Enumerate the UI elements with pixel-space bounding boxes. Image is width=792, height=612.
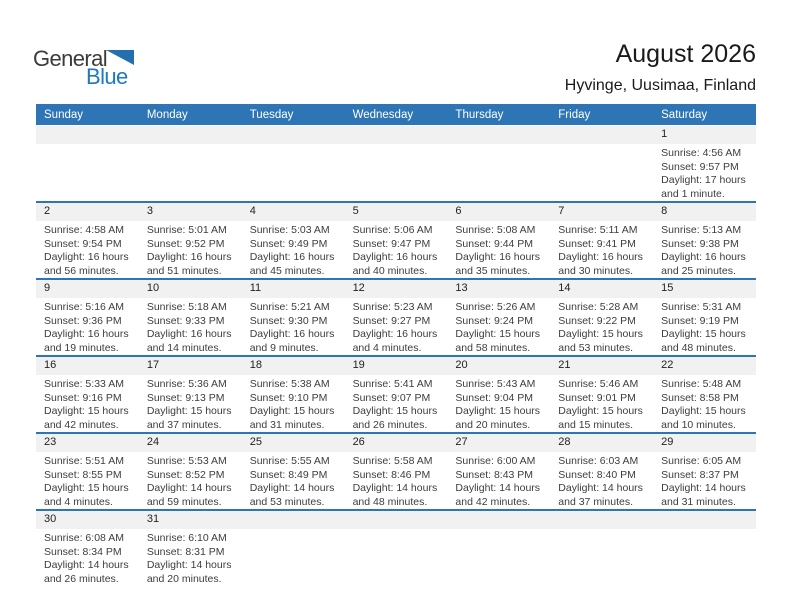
- sunset-text: Sunset: 8:49 PM: [249, 468, 328, 481]
- daylight-text-2: and 14 minutes.: [146, 341, 222, 354]
- day-details: [139, 298, 242, 355]
- sunset-text: Sunset: 9:33 PM: [146, 314, 225, 327]
- daylight-text-2: and 56 minutes.: [44, 264, 119, 277]
- day-details: [653, 452, 756, 509]
- daylight-text-2: and 37 minutes.: [146, 418, 222, 431]
- daylight-text-2: and 10 minutes.: [661, 418, 736, 431]
- day-number: 20: [447, 357, 550, 375]
- calendar-weeks: [36, 126, 756, 586]
- day-number: 22: [653, 357, 756, 375]
- day-number: 24: [139, 434, 242, 452]
- day-cell: [345, 203, 448, 278]
- weekday-header-saturday: Saturday: [661, 108, 708, 121]
- day-details: [139, 452, 242, 509]
- daylight-text-1: Daylight: 16 hours: [455, 251, 541, 263]
- day-number: [447, 511, 550, 529]
- day-number: 26: [345, 434, 448, 452]
- daylight-text-2: and 20 minutes.: [455, 418, 531, 431]
- day-cell: [139, 434, 242, 509]
- sunset-text: Sunset: 9:30 PM: [249, 314, 328, 327]
- day-number: [447, 126, 550, 144]
- sunset-text: Sunset: 9:36 PM: [44, 314, 122, 327]
- daylight-text-1: Daylight: 17 hours: [661, 174, 746, 186]
- sunrise-text: Sunrise: 5:46 AM: [558, 378, 639, 390]
- sunset-text: Sunset: 9:41 PM: [558, 237, 636, 250]
- sunset-text: Sunset: 8:31 PM: [146, 545, 225, 558]
- sunrise-text: Sunrise: 5:08 AM: [455, 224, 536, 236]
- day-number: 10: [139, 280, 242, 298]
- sunrise-text: Sunrise: 6:08 AM: [44, 532, 124, 544]
- sunset-text: Sunset: 9:57 PM: [661, 160, 739, 173]
- day-details: [36, 298, 139, 355]
- sunrise-text: Sunrise: 5:21 AM: [249, 301, 330, 313]
- day-cell: [36, 511, 139, 586]
- daylight-text-1: Daylight: 14 hours: [661, 482, 746, 494]
- day-number: 14: [550, 280, 653, 298]
- empty-day-cell: [447, 126, 550, 201]
- day-cell: [36, 280, 139, 355]
- daylight-text-2: and 26 minutes.: [44, 572, 119, 585]
- page-title: August 2026: [615, 40, 756, 68]
- sunset-text: Sunset: 9:52 PM: [146, 237, 225, 250]
- sunset-text: Sunset: 9:10 PM: [249, 391, 328, 404]
- day-details: [447, 221, 550, 278]
- day-number: 21: [550, 357, 653, 375]
- daylight-text-1: Daylight: 15 hours: [352, 405, 438, 417]
- day-number: 6: [447, 203, 550, 221]
- sunset-text: Sunset: 9:44 PM: [455, 237, 534, 250]
- day-cell: [139, 511, 242, 586]
- day-number: 1: [653, 126, 756, 144]
- day-number: 28: [550, 434, 653, 452]
- day-details: [345, 452, 448, 509]
- daylight-text-1: Daylight: 15 hours: [44, 482, 129, 494]
- day-cell: [447, 434, 550, 509]
- sunset-text: Sunset: 9:16 PM: [44, 391, 122, 404]
- daylight-text-2: and 31 minutes.: [249, 418, 325, 431]
- sunrise-text: Sunrise: 6:00 AM: [455, 455, 536, 467]
- daylight-text-2: and 31 minutes.: [661, 495, 736, 508]
- daylight-text-2: and 48 minutes.: [352, 495, 428, 508]
- daylight-text-2: and 15 minutes.: [558, 418, 633, 431]
- day-cell: [653, 126, 756, 201]
- sunrise-text: Sunrise: 5:18 AM: [146, 301, 227, 313]
- day-cell: [36, 434, 139, 509]
- sunset-text: Sunset: 8:34 PM: [44, 545, 122, 558]
- day-cell: [550, 434, 653, 509]
- day-number: [653, 511, 756, 529]
- calendar-week-row: [36, 280, 756, 357]
- day-number: 29: [653, 434, 756, 452]
- sunrise-text: Sunrise: 5:03 AM: [249, 224, 330, 236]
- sunrise-text: Sunrise: 4:58 AM: [44, 224, 124, 236]
- calendar-week-row: [36, 434, 756, 511]
- sunrise-text: Sunrise: 5:16 AM: [44, 301, 124, 313]
- daylight-text-1: Daylight: 16 hours: [146, 328, 232, 340]
- calendar-week-row: [36, 126, 756, 203]
- day-cell: [345, 434, 448, 509]
- sunset-text: Sunset: 9:04 PM: [455, 391, 534, 404]
- day-number: 27: [447, 434, 550, 452]
- daylight-text-2: and 53 minutes.: [558, 341, 633, 354]
- day-details: [36, 452, 139, 509]
- daylight-text-1: Daylight: 16 hours: [661, 251, 746, 263]
- day-details: [550, 221, 653, 278]
- day-cell: [242, 280, 345, 355]
- empty-day-cell: [139, 126, 242, 201]
- day-number: 19: [345, 357, 448, 375]
- day-cell: [36, 203, 139, 278]
- daylight-text-1: Daylight: 15 hours: [455, 328, 541, 340]
- daylight-text-2: and 4 minutes.: [44, 495, 113, 508]
- daylight-text-2: and 35 minutes.: [455, 264, 531, 277]
- day-cell: [139, 280, 242, 355]
- sunrise-text: Sunrise: 5:43 AM: [455, 378, 536, 390]
- sunrise-text: Sunrise: 5:41 AM: [352, 378, 433, 390]
- day-cell: [345, 280, 448, 355]
- daylight-text-2: and 40 minutes.: [352, 264, 428, 277]
- weekday-header-tuesday: Tuesday: [249, 108, 294, 121]
- daylight-text-2: and 42 minutes.: [455, 495, 531, 508]
- daylight-text-2: and 30 minutes.: [558, 264, 633, 277]
- day-details: [447, 452, 550, 509]
- day-cell: [653, 280, 756, 355]
- day-cell: [447, 357, 550, 432]
- day-number: 12: [345, 280, 448, 298]
- sunrise-text: Sunrise: 5:51 AM: [44, 455, 124, 467]
- day-number: 31: [139, 511, 242, 529]
- day-cell: [447, 203, 550, 278]
- day-number: 18: [242, 357, 345, 375]
- daylight-text-1: Daylight: 14 hours: [455, 482, 541, 494]
- calendar-week-row: [36, 511, 756, 586]
- sunset-text: Sunset: 9:24 PM: [455, 314, 534, 327]
- daylight-text-1: Daylight: 15 hours: [661, 405, 746, 417]
- daylight-text-1: Daylight: 15 hours: [558, 405, 643, 417]
- daylight-text-1: Daylight: 14 hours: [146, 559, 232, 571]
- day-details: [139, 221, 242, 278]
- logo-text-blue: Blue: [86, 64, 128, 89]
- day-details: [139, 529, 242, 586]
- day-details: [447, 375, 550, 432]
- day-number: 23: [36, 434, 139, 452]
- day-details: [653, 298, 756, 355]
- logo-text-general: General: [33, 46, 108, 71]
- day-cell: [139, 357, 242, 432]
- sunrise-text: Sunrise: 5:31 AM: [661, 301, 742, 313]
- sunset-text: Sunset: 9:19 PM: [661, 314, 739, 327]
- sunset-text: Sunset: 9:49 PM: [249, 237, 328, 250]
- day-cell: [345, 357, 448, 432]
- weekday-header-wednesday: Wednesday: [352, 108, 414, 121]
- sunrise-text: Sunrise: 5:33 AM: [44, 378, 124, 390]
- daylight-text-1: Daylight: 15 hours: [661, 328, 746, 340]
- sunrise-text: Sunrise: 6:10 AM: [146, 532, 227, 544]
- calendar-week-row: [36, 357, 756, 434]
- daylight-text-2: and 37 minutes.: [558, 495, 633, 508]
- sunset-text: Sunset: 8:37 PM: [661, 468, 739, 481]
- sunset-text: Sunset: 9:22 PM: [558, 314, 636, 327]
- day-details: [36, 221, 139, 278]
- day-number: 9: [36, 280, 139, 298]
- day-cell: [653, 357, 756, 432]
- day-number: 13: [447, 280, 550, 298]
- sunset-text: Sunset: 8:40 PM: [558, 468, 636, 481]
- empty-day-cell: [550, 126, 653, 201]
- daylight-text-1: Daylight: 15 hours: [146, 405, 232, 417]
- sunset-text: Sunset: 9:38 PM: [661, 237, 739, 250]
- sunrise-text: Sunrise: 5:55 AM: [249, 455, 330, 467]
- day-cell: [242, 203, 345, 278]
- weekday-header-row: [36, 104, 756, 125]
- daylight-text-2: and 48 minutes.: [661, 341, 736, 354]
- empty-day-cell: [653, 511, 756, 586]
- sunset-text: Sunset: 9:13 PM: [146, 391, 225, 404]
- day-details: [36, 375, 139, 432]
- sunrise-text: Sunrise: 5:28 AM: [558, 301, 639, 313]
- daylight-text-2: and 20 minutes.: [146, 572, 222, 585]
- sunset-text: Sunset: 8:55 PM: [44, 468, 122, 481]
- day-details: [139, 375, 242, 432]
- sunrise-text: Sunrise: 5:01 AM: [146, 224, 227, 236]
- day-number: [36, 126, 139, 144]
- daylight-text-1: Daylight: 14 hours: [249, 482, 335, 494]
- daylight-text-2: and 51 minutes.: [146, 264, 222, 277]
- day-cell: [242, 357, 345, 432]
- daylight-text-1: Daylight: 16 hours: [558, 251, 643, 263]
- day-number: 30: [36, 511, 139, 529]
- daylight-text-1: Daylight: 16 hours: [352, 328, 438, 340]
- daylight-text-2: and 9 minutes.: [249, 341, 319, 354]
- empty-day-cell: [36, 126, 139, 201]
- sunset-text: Sunset: 9:07 PM: [352, 391, 431, 404]
- day-number: [345, 511, 448, 529]
- daylight-text-2: and 58 minutes.: [455, 341, 531, 354]
- sunrise-text: Sunrise: 5:38 AM: [249, 378, 330, 390]
- daylight-text-1: Daylight: 15 hours: [44, 405, 129, 417]
- daylight-text-1: Daylight: 16 hours: [249, 251, 335, 263]
- day-number: 3: [139, 203, 242, 221]
- daylight-text-1: Daylight: 15 hours: [558, 328, 643, 340]
- day-details: [653, 144, 756, 201]
- sunrise-text: Sunrise: 5:36 AM: [146, 378, 227, 390]
- daylight-text-1: Daylight: 15 hours: [455, 405, 541, 417]
- calendar-week-row: [36, 203, 756, 280]
- day-details: [550, 452, 653, 509]
- day-cell: [653, 434, 756, 509]
- sunset-text: Sunset: 9:54 PM: [44, 237, 122, 250]
- sunset-text: Sunset: 8:43 PM: [455, 468, 534, 481]
- sunrise-text: Sunrise: 5:48 AM: [661, 378, 742, 390]
- sunrise-text: Sunrise: 6:03 AM: [558, 455, 639, 467]
- day-number: [550, 126, 653, 144]
- day-details: [345, 298, 448, 355]
- daylight-text-2: and 59 minutes.: [146, 495, 222, 508]
- daylight-text-1: Daylight: 16 hours: [352, 251, 438, 263]
- sunset-text: Sunset: 9:47 PM: [352, 237, 431, 250]
- day-number: 16: [36, 357, 139, 375]
- daylight-text-2: and 45 minutes.: [249, 264, 325, 277]
- day-details: [36, 529, 139, 586]
- daylight-text-1: Daylight: 16 hours: [146, 251, 232, 263]
- weekday-header-thursday: Thursday: [455, 108, 504, 121]
- day-cell: [550, 203, 653, 278]
- sunrise-text: Sunrise: 5:53 AM: [146, 455, 227, 467]
- daylight-text-2: and 1 minute.: [661, 187, 725, 200]
- day-number: 8: [653, 203, 756, 221]
- daylight-text-1: Daylight: 15 hours: [249, 405, 335, 417]
- day-number: 7: [550, 203, 653, 221]
- day-cell: [242, 434, 345, 509]
- weekday-header-sunday: Sunday: [44, 108, 84, 121]
- sunrise-text: Sunrise: 5:11 AM: [558, 224, 638, 236]
- sunrise-text: Sunrise: 5:23 AM: [352, 301, 433, 313]
- day-details: [242, 298, 345, 355]
- daylight-text-1: Daylight: 16 hours: [44, 251, 129, 263]
- day-details: [242, 221, 345, 278]
- weekday-header-friday: Friday: [558, 108, 591, 121]
- day-details: [447, 298, 550, 355]
- day-details: [345, 375, 448, 432]
- day-details: [653, 221, 756, 278]
- day-details: [550, 375, 653, 432]
- empty-day-cell: [345, 511, 448, 586]
- day-number: [345, 126, 448, 144]
- sunrise-text: Sunrise: 5:58 AM: [352, 455, 433, 467]
- daylight-text-1: Daylight: 14 hours: [558, 482, 643, 494]
- empty-day-cell: [345, 126, 448, 201]
- empty-day-cell: [447, 511, 550, 586]
- day-number: 2: [36, 203, 139, 221]
- day-number: 4: [242, 203, 345, 221]
- day-cell: [653, 203, 756, 278]
- sunset-text: Sunset: 9:27 PM: [352, 314, 431, 327]
- day-number: [242, 126, 345, 144]
- daylight-text-1: Daylight: 14 hours: [146, 482, 232, 494]
- day-number: 5: [345, 203, 448, 221]
- day-cell: [550, 280, 653, 355]
- sunset-text: Sunset: 8:46 PM: [352, 468, 431, 481]
- sunrise-text: Sunrise: 5:26 AM: [455, 301, 536, 313]
- daylight-text-2: and 19 minutes.: [44, 341, 119, 354]
- day-details: [550, 298, 653, 355]
- sunrise-text: Sunrise: 5:06 AM: [352, 224, 433, 236]
- day-number: 11: [242, 280, 345, 298]
- day-number: 17: [139, 357, 242, 375]
- daylight-text-2: and 42 minutes.: [44, 418, 119, 431]
- page-subtitle: Hyvinge, Uusimaa, Finland: [564, 77, 756, 94]
- day-cell: [447, 280, 550, 355]
- daylight-text-2: and 26 minutes.: [352, 418, 428, 431]
- daylight-text-1: Daylight: 14 hours: [44, 559, 129, 571]
- sunset-text: Sunset: 9:01 PM: [558, 391, 636, 404]
- empty-day-cell: [242, 511, 345, 586]
- daylight-text-1: Daylight: 14 hours: [352, 482, 438, 494]
- day-number: [139, 126, 242, 144]
- sunrise-text: Sunrise: 6:05 AM: [661, 455, 742, 467]
- general-blue-logo: [33, 46, 137, 92]
- day-cell: [550, 357, 653, 432]
- calendar: [36, 104, 756, 586]
- daylight-text-2: and 53 minutes.: [249, 495, 325, 508]
- sunset-text: Sunset: 8:58 PM: [661, 391, 739, 404]
- day-number: 25: [242, 434, 345, 452]
- logo-triangle-icon: [106, 50, 134, 65]
- sunrise-text: Sunrise: 5:13 AM: [661, 224, 742, 236]
- day-number: [550, 511, 653, 529]
- day-number: 15: [653, 280, 756, 298]
- day-cell: [139, 203, 242, 278]
- daylight-text-1: Daylight: 16 hours: [249, 328, 335, 340]
- day-details: [242, 375, 345, 432]
- daylight-text-2: and 25 minutes.: [661, 264, 736, 277]
- day-details: [653, 375, 756, 432]
- sunset-text: Sunset: 8:52 PM: [146, 468, 225, 481]
- daylight-text-1: Daylight: 16 hours: [44, 328, 129, 340]
- weekday-header-monday: Monday: [146, 108, 188, 121]
- empty-day-cell: [242, 126, 345, 201]
- day-cell: [36, 357, 139, 432]
- empty-day-cell: [550, 511, 653, 586]
- day-details: [242, 452, 345, 509]
- day-details: [345, 221, 448, 278]
- sunrise-text: Sunrise: 4:56 AM: [661, 147, 742, 159]
- daylight-text-2: and 4 minutes.: [352, 341, 422, 354]
- day-number: [242, 511, 345, 529]
